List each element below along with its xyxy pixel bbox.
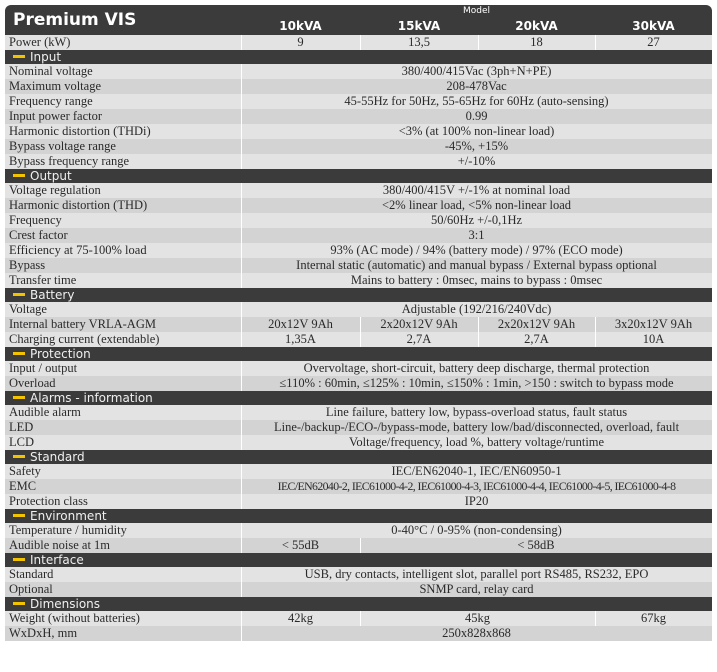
model-30kva: 30kVA <box>595 18 712 35</box>
section-header-cell <box>5 169 712 183</box>
spec-value: Mains to battery : 0msec, mains to bypass : 0msec <box>241 273 712 288</box>
spec-label: Overload <box>5 376 241 391</box>
spec-row <box>5 376 712 391</box>
spec-label: Internal battery VRLA-AGM <box>5 317 241 332</box>
spec-label: Crest factor <box>5 228 241 243</box>
spec-row <box>5 611 712 626</box>
spec-value: 20x12V 9Ah <box>241 317 360 332</box>
spec-value: 18 <box>478 35 595 50</box>
spec-value: < 55dB <box>241 538 360 553</box>
spec-value: 3:1 <box>241 228 712 243</box>
spec-row <box>5 183 712 198</box>
spec-label: Harmonic distortion (THD) <box>5 198 241 213</box>
spec-row <box>5 538 712 553</box>
spec-value: 45kg <box>360 611 595 626</box>
spec-label: Audible noise at 1m <box>5 538 241 553</box>
spec-value: ≤110% : 60min, ≤125% : 10min, ≤150% : 1min, >150 : switch to bypass mode <box>241 376 712 391</box>
section-header <box>5 169 712 183</box>
product-title: Premium VIS <box>5 5 241 35</box>
spec-label: Frequency <box>5 213 241 228</box>
spec-row <box>5 213 712 228</box>
section-dash-icon <box>13 602 25 605</box>
spec-row <box>5 109 712 124</box>
section-label: Dimensions <box>30 597 101 611</box>
spec-row <box>5 582 712 597</box>
spec-value: 13,5 <box>360 35 478 50</box>
spec-label: Input power factor <box>5 109 241 124</box>
section-label: Environment <box>30 509 107 523</box>
section-label: Alarms - information <box>30 391 153 405</box>
spec-value: Internal static (automatic) and manual bypass / External bypass optional <box>241 258 712 273</box>
spec-label: Voltage regulation <box>5 183 241 198</box>
spec-row <box>5 361 712 376</box>
spec-sheet <box>5 5 712 641</box>
spec-row <box>5 273 712 288</box>
section-header <box>5 450 712 464</box>
spec-table <box>5 5 713 641</box>
spec-value: 27 <box>595 35 712 50</box>
spec-row <box>5 494 712 509</box>
spec-value: 380/400/415Vac (3ph+N+PE) <box>241 64 712 79</box>
spec-row <box>5 479 712 494</box>
section-label: Input <box>30 50 62 64</box>
spec-row <box>5 567 712 582</box>
spec-label: Optional <box>5 582 241 597</box>
section-label: Battery <box>30 288 75 302</box>
spec-value: < 58dB <box>360 538 712 553</box>
section-dash-icon <box>13 455 25 458</box>
spec-value: Voltage/frequency, load %, battery voltage/runtime <box>241 435 712 450</box>
spec-row <box>5 198 712 213</box>
spec-label: Protection class <box>5 494 241 509</box>
section-dash-icon <box>13 293 25 296</box>
section-header-cell <box>5 50 712 64</box>
spec-value: <3% (at 100% non-linear load) <box>241 124 712 139</box>
spec-label: Safety <box>5 464 241 479</box>
section-dash-icon <box>13 174 25 177</box>
spec-value: 2,7A <box>360 332 478 347</box>
section-header <box>5 597 712 611</box>
spec-value: Overvoltage, short-circuit, battery deep discharge, thermal protection <box>241 361 712 376</box>
spec-value: IP20 <box>241 494 712 509</box>
spec-label: Temperature / humidity <box>5 523 241 538</box>
spec-label: Audible alarm <box>5 405 241 420</box>
model-15kva: 15kVA <box>360 18 478 35</box>
spec-row <box>5 139 712 154</box>
spec-value: 1,35A <box>241 332 360 347</box>
spec-label: Nominal voltage <box>5 64 241 79</box>
spec-label: Maximum voltage <box>5 79 241 94</box>
spec-label: Power (kW) <box>5 35 241 50</box>
section-label: Output <box>30 169 72 183</box>
spec-value: 2,7A <box>478 332 595 347</box>
spec-label: LCD <box>5 435 241 450</box>
spec-value: 3x20x12V 9Ah <box>595 317 712 332</box>
spec-value: Line-/backup-/ECO-/bypass-mode, battery low/bad/disconnected, overload, fault <box>241 420 712 435</box>
spec-label: Transfer time <box>5 273 241 288</box>
spec-row <box>5 332 712 347</box>
spec-value: Line failure, battery low, bypass-overload status, fault status <box>241 405 712 420</box>
spec-value: 9 <box>241 35 360 50</box>
spec-row <box>5 35 712 50</box>
spec-value: 0.99 <box>241 109 712 124</box>
spec-value: <2% linear load, <5% non-linear load <box>241 198 712 213</box>
spec-row <box>5 435 712 450</box>
spec-value: 0-40°C / 0-95% (non-condensing) <box>241 523 712 538</box>
spec-label: Input / output <box>5 361 241 376</box>
spec-value: 10A <box>595 332 712 347</box>
spec-value: 93% (AC mode) / 94% (battery mode) / 97% (ECO mode) <box>241 243 712 258</box>
section-header <box>5 347 712 361</box>
spec-row <box>5 64 712 79</box>
spec-label: Harmonic distortion (THDi) <box>5 124 241 139</box>
section-header <box>5 288 712 302</box>
section-dash-icon <box>13 396 25 399</box>
spec-row <box>5 258 712 273</box>
spec-value: 208-478Vac <box>241 79 712 94</box>
section-header <box>5 391 712 405</box>
section-header-cell <box>5 450 712 464</box>
spec-row <box>5 243 712 258</box>
spec-label: EMC <box>5 479 241 494</box>
spec-row <box>5 302 712 317</box>
spec-label: WxDxH, mm <box>5 626 241 641</box>
spec-value: 42kg <box>241 611 360 626</box>
section-label: Protection <box>30 347 91 361</box>
spec-label: Bypass <box>5 258 241 273</box>
spec-label: LED <box>5 420 241 435</box>
spec-value: 50/60Hz +/-0,1Hz <box>241 213 712 228</box>
spec-row <box>5 317 712 332</box>
section-dash-icon <box>13 514 25 517</box>
spec-body <box>5 35 712 641</box>
spec-label: Bypass frequency range <box>5 154 241 169</box>
spec-value: IEC/EN62040-2, IEC61000-4-2, IEC61000-4-3, IEC61000-4-4, IEC61000-4-5, IEC61000-4-8 <box>241 479 712 494</box>
spec-value: IEC/EN62040-1, IEC/EN60950-1 <box>241 464 712 479</box>
spec-label: Weight (without batteries) <box>5 611 241 626</box>
spec-row <box>5 94 712 109</box>
spec-label: Bypass voltage range <box>5 139 241 154</box>
section-header-cell <box>5 509 712 523</box>
spec-value: SNMP card, relay card <box>241 582 712 597</box>
section-dash-icon <box>13 558 25 561</box>
section-header-cell <box>5 391 712 405</box>
spec-row <box>5 420 712 435</box>
section-header-cell <box>5 347 712 361</box>
spec-label: Efficiency at 75-100% load <box>5 243 241 258</box>
section-label: Standard <box>30 450 85 464</box>
spec-row <box>5 464 712 479</box>
spec-value: 380/400/415V +/-1% at nominal load <box>241 183 712 198</box>
section-header <box>5 509 712 523</box>
spec-row <box>5 626 712 641</box>
spec-label: Charging current (extendable) <box>5 332 241 347</box>
spec-value: Adjustable (192/216/240Vdc) <box>241 302 712 317</box>
spec-row <box>5 523 712 538</box>
section-header-cell <box>5 597 712 611</box>
spec-value: -45%, +15% <box>241 139 712 154</box>
section-header <box>5 50 712 64</box>
spec-label: Voltage <box>5 302 241 317</box>
section-header <box>5 553 712 567</box>
section-label: Interface <box>30 553 84 567</box>
spec-row <box>5 154 712 169</box>
section-dash-icon <box>13 55 25 58</box>
model-20kva: 20kVA <box>478 18 595 35</box>
spec-value: 45-55Hz for 50Hz, 55-65Hz for 60Hz (auto-sensing) <box>241 94 712 109</box>
spec-value: 67kg <box>595 611 712 626</box>
spec-value: USB, dry contacts, intelligent slot, parallel port RS485, RS232, EPO <box>241 567 712 582</box>
spec-row <box>5 405 712 420</box>
section-dash-icon <box>13 352 25 355</box>
spec-value: 2x20x12V 9Ah <box>360 317 478 332</box>
spec-value: +/-10% <box>241 154 712 169</box>
spec-row <box>5 79 712 94</box>
spec-row <box>5 228 712 243</box>
spec-row <box>5 124 712 139</box>
spec-value: 2x20x12V 9Ah <box>478 317 595 332</box>
model-10kva: 10kVA <box>241 18 360 35</box>
spec-label: Standard <box>5 567 241 582</box>
section-header-cell <box>5 288 712 302</box>
spec-value: 250x828x868 <box>241 626 712 641</box>
model-label: Model <box>241 5 712 18</box>
section-header-cell <box>5 553 712 567</box>
spec-label: Frequency range <box>5 94 241 109</box>
